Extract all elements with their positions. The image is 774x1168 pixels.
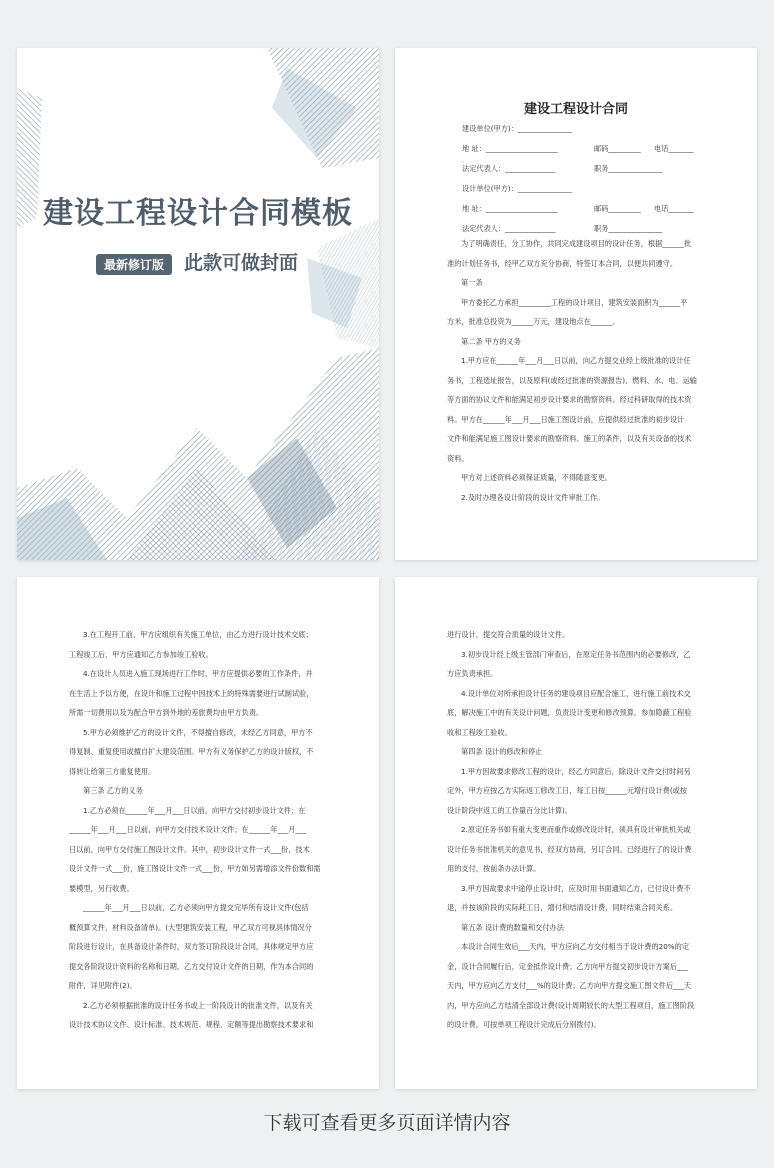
paragraph-line: 4.设计单位对所承担设计任务的建设项目应配合施工，进行施工前技术交: [461, 688, 691, 698]
paragraph-line: 工程竣工后，甲方应通知乙方参加竣工验收。: [69, 649, 213, 659]
cover-subtitle: 此款可做封面: [184, 252, 299, 274]
paragraph-line: 退，并按该阶段的实际耗工日，增付和结清设计费，同时结束合同关系。: [447, 903, 678, 912]
paragraph-line: 甲方对上述资料必须保证质量，不得随意变更。: [461, 473, 612, 482]
paragraph-line: 3.在工程开工前，甲方应组织有关施工单位，由乙方进行设计技术交底；: [83, 630, 313, 639]
section-heading: 第五条 设计费的数量和交付办法: [461, 922, 564, 932]
paragraph-line: 设计技术协议文件、设计标准、技术规范、规程、定额等提出勘察技术要求和: [69, 1020, 314, 1029]
section-heading: 第四条 设计的修改和停止: [461, 747, 543, 756]
paragraph-line: 3.初步设计经上级主管部门审查后，在原定任务书范围内的必要修改，乙: [461, 649, 691, 659]
cover-page: [17, 48, 379, 560]
download-more-note: 下载可查看更多页面详情内容: [263, 1112, 511, 1134]
paragraph-line: 附件，详见附件(2)。: [69, 981, 137, 990]
section-heading: 第三条 乙方的义务: [83, 786, 143, 795]
paragraph-line: 文件和能满足施工图设计要求的勘察资料、施工的条件，以及有关设备的技术: [447, 434, 692, 443]
paragraph-line: 得复制、重复使用或擅自扩大建设范围。甲方有义务保护乙方的设计版权，不: [69, 747, 314, 756]
paragraph-line: 在生活上予以方便，在设计和施工过程中因技术上的特殊需要进行试制试验，: [69, 688, 314, 698]
paragraph-line: 资料。: [447, 453, 469, 463]
field-row: 建设单位(甲方)：_______________: [462, 124, 572, 133]
paragraph-line: 1.甲方应在______年___月___日以前，向乙方提交业经上级批准的设计任: [461, 356, 691, 365]
contract-body: [447, 234, 697, 507]
paragraph-line: 5.甲方必须维护乙方的设计文件，不得擅自修改，未经乙方同意，甲方不: [83, 727, 313, 737]
paragraph-line: 2.及时办理各设计阶段的设计文件审批工作。: [461, 492, 605, 502]
paragraph-line: 设计阶段中返工的工作量百分比计算)。: [447, 805, 572, 815]
paragraph-line: 3.甲方因故要求中途停止设计时，应及时用书面通知乙方，已付设计费不: [461, 883, 691, 893]
paragraph-line: 提交各阶段设计资料的名称和日期，乙方交付设计文件的日期，作为本合同的: [69, 961, 314, 971]
contract-body: [447, 625, 694, 1035]
paragraph-line: 定外，甲方应按乙方实际返工修改工日，每工日按______元增付设计费(或按: [447, 786, 687, 795]
cover-geometric-pattern: [17, 48, 379, 560]
field-row: 设计单位(甲方)：_______________: [462, 184, 572, 193]
paragraph-line: 用的支付，按前条办法计算。: [447, 864, 541, 873]
field-row: 法定代表人：______________ 职务_______________: [462, 224, 663, 233]
document-title: 建设工程设计合同: [523, 102, 628, 117]
paragraph-line: 要模型，另行收费。: [69, 883, 134, 893]
paragraph-line: 金，设计合同履行后，定金抵作设计费；乙方向甲方提交初步设计方案后___: [447, 961, 688, 971]
paragraph-line: 得转让给第三方重复使用。: [69, 766, 156, 776]
paragraph-line: 进行设计，提交符合质量的设计文件。: [447, 630, 570, 639]
contract-body: [69, 625, 321, 1035]
paragraph-line: 收和工程竣工验收。: [447, 727, 512, 737]
contract-page-3: [395, 577, 757, 1089]
paragraph-line: 概预算文件、材料设备清单)。(大型建筑安装工程，甲乙双方可视具体情况分: [69, 922, 312, 932]
field-row: 地 址：____________________ 邮码_________ 电话_______: [462, 204, 694, 213]
paragraph-line: 设计文件一式___份，施工图设计文件一式___份，甲方如另需增添文件份数和需: [69, 864, 321, 873]
paragraph-line: 料。甲方在______年___月___日施工图设计前，应提供经过批准的初步设计: [447, 414, 685, 424]
paragraph-line: 所需一切费用以及为配合甲方到外地的差旅费均由甲方负责。: [69, 708, 264, 717]
paragraph-line: 2.原定任务书如有重大变更而重作或修改设计时，须具有设计审批机关或: [461, 825, 691, 834]
paragraph-line: 等方面的协议文件和能满足初步设计要求的勘察资料、经过科研取得的技术资: [447, 395, 692, 404]
paragraph-line: 4.在设计人员进入施工现场进行工作时，甲方应提供必要的工作条件，并: [83, 669, 313, 678]
paragraph-line: 甲方委托乙方承担_________工程的设计项目，建筑安装面积为______平: [461, 297, 688, 307]
field-row: 法定代表人：______________ 职务_______________: [462, 164, 663, 173]
paragraph-line: 内，甲方应向乙方结清全部设计费(设计周期较长的大型工程项目，施工图阶段: [447, 1000, 695, 1010]
paragraph-line: 1.乙方必须在______年___月___日以前，向甲方交付初步设计文件；在: [83, 805, 306, 815]
paragraph-line: 方米，批准总投资为______万元，建设地点在______。: [447, 317, 620, 326]
section-heading: 第二条 甲方的义务: [461, 336, 521, 346]
paragraph-line: 方应负责承担。: [447, 669, 498, 678]
paragraph-line: 的设计费，可按单项工程设计完成后分别拨付)。: [447, 1020, 601, 1029]
paragraph-line: 本设计合同生效后___天内，甲方应向乙方交付相当于设计费的20%的定: [461, 942, 690, 951]
paragraph-line: 2.乙方必须根据批准的设计任务书或上一阶段设计的批准文件，以及有关: [83, 1000, 313, 1010]
cover-title: 建设工程设计合同模板: [43, 196, 353, 231]
paragraph-line: 务书，工程选址报告，以及原料(或经过批准的资源报告)、燃料、水、电、运输: [447, 375, 697, 385]
paragraph-line: 阶段进行设计，在具备设计条件时，双方签订阶段设计合同，具体规定甲方应: [69, 942, 314, 951]
paragraph-line: 为了明确责任，分工协作，共同完成建设项目的设计任务，根据______批: [461, 239, 692, 248]
contract-page-2: [17, 577, 379, 1089]
field-row: 地 址：____________________ 邮码_________ 电话_______: [462, 144, 694, 153]
contract-page-1: [395, 48, 757, 560]
paragraph-line: 日以前，向甲方交付施工图设计文件。其中，初步设计文件一式___份，技术: [69, 844, 310, 854]
edition-badge: 最新修订版: [96, 254, 172, 275]
paragraph-line: 设计任务书批准机关的意见书，经双方协商，另订合同。已经进行了的设计费: [447, 844, 692, 854]
paragraph-line: ______年___月___日以前，向甲方交付技术设计文件；在______年___月___: [69, 825, 307, 834]
paragraph-line: 1.甲方因故要求修改工程的设计，经乙方同意后，除设计文件交付时间另: [461, 766, 691, 776]
paragraph-line: 底，解决施工中的有关设计问题，负责设计变更和修改预算，参加隐蔽工程验: [447, 708, 692, 717]
paragraph-line: 准的计划任务书，经甲乙双方充分协商，特签订本合同，以便共同遵守。: [447, 258, 678, 268]
section-heading: 第一条: [461, 278, 483, 287]
paragraph-line: ______年___月___日以前，乙方必须向甲方提交完毕所有设计文件(包括: [83, 903, 309, 912]
paragraph-line: 天内，甲方应向乙方支付___%的设计费；乙方向甲方提交施工图文件后___天: [447, 981, 692, 990]
